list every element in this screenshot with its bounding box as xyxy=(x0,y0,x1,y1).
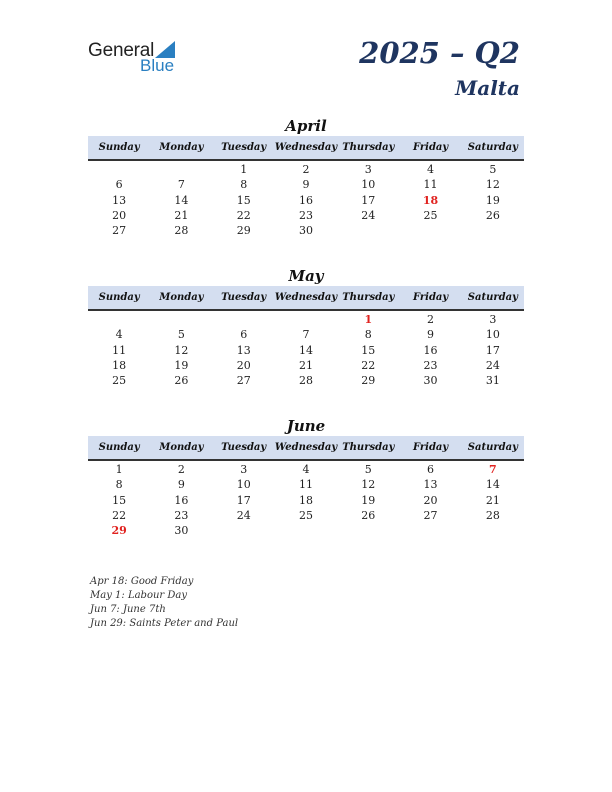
holiday-notes xyxy=(90,575,238,631)
weekday-header-saturday: Saturday xyxy=(467,442,518,453)
day-cell xyxy=(150,162,212,177)
day-cell xyxy=(337,523,399,538)
day-cell: 3 xyxy=(364,163,372,176)
day-cell: 8 xyxy=(240,178,248,192)
logo-blue-text: Blue xyxy=(140,56,175,75)
week-row xyxy=(88,493,524,508)
day-cell: 16 xyxy=(423,343,438,357)
day-cell: 6 xyxy=(115,178,123,192)
logo xyxy=(88,40,188,80)
day-cell: 23 xyxy=(423,358,438,372)
weekday-header-friday: Friday xyxy=(412,292,449,303)
weekday-header-saturday: Saturday xyxy=(467,292,518,303)
weekday-header-friday: Friday xyxy=(412,442,449,453)
day-cell: 13 xyxy=(236,343,251,357)
day-cell: 7 xyxy=(489,463,497,476)
weekday-header-tuesday: Tuesday xyxy=(221,442,267,453)
day-cell xyxy=(150,312,212,327)
day-cell: 28 xyxy=(174,224,189,238)
day-cell: 25 xyxy=(298,508,313,522)
day-cell: 18 xyxy=(298,493,313,507)
day-cell: 12 xyxy=(485,178,500,192)
day-cell: 21 xyxy=(174,208,189,222)
day-cell: 26 xyxy=(361,508,376,522)
day-cell: 8 xyxy=(364,328,372,342)
day-cell: 15 xyxy=(112,493,127,507)
day-cell xyxy=(88,162,150,177)
day-cell: 14 xyxy=(485,478,500,492)
day-cell: 10 xyxy=(361,178,376,192)
weekday-header-monday: Monday xyxy=(159,292,204,303)
weekday-header-monday: Monday xyxy=(159,142,204,153)
day-cell: 25 xyxy=(423,208,438,222)
week-row xyxy=(88,327,524,342)
day-cell: 3 xyxy=(240,463,248,476)
day-cell: 23 xyxy=(298,208,313,222)
day-cell: 22 xyxy=(112,508,127,522)
day-cell: 8 xyxy=(115,478,123,492)
day-cell: 27 xyxy=(423,508,438,522)
weekday-header-wednesday: Wednesday xyxy=(274,292,338,303)
day-cell: 1 xyxy=(115,463,123,476)
page-title: 2025 – Q2 xyxy=(359,36,520,70)
month-title: June xyxy=(286,417,326,435)
day-cell: 7 xyxy=(177,178,185,192)
weekday-header-wednesday: Wednesday xyxy=(274,442,338,453)
day-cell: 3 xyxy=(489,313,497,326)
page-subtitle: Malta xyxy=(455,76,520,100)
day-cell: 29 xyxy=(236,224,251,238)
holiday-note: Jun 7: June 7th xyxy=(90,604,166,615)
day-cell: 26 xyxy=(485,208,500,222)
day-cell: 19 xyxy=(174,358,189,372)
day-cell: 2 xyxy=(177,463,185,476)
day-cell: 19 xyxy=(361,493,376,507)
day-cell: 20 xyxy=(112,208,127,222)
weekday-header-saturday: Saturday xyxy=(467,142,518,153)
holiday-note: May 1: Labour Day xyxy=(90,590,187,601)
day-cell: 28 xyxy=(298,374,313,388)
day-cell: 13 xyxy=(423,478,438,492)
day-cell: 25 xyxy=(112,374,127,388)
day-cell: 30 xyxy=(423,374,438,388)
day-cell: 6 xyxy=(427,463,435,476)
weekday-header-sunday: Sunday xyxy=(98,292,140,303)
day-cell: 14 xyxy=(174,193,189,207)
weekday-header-friday: Friday xyxy=(412,142,449,153)
weekday-header-row xyxy=(88,136,524,161)
month-april xyxy=(88,116,524,238)
week-row xyxy=(88,312,524,327)
day-cell: 23 xyxy=(174,508,189,522)
day-cell: 13 xyxy=(112,193,127,207)
weekday-header-thursday: Thursday xyxy=(342,142,395,153)
day-cell: 22 xyxy=(236,208,251,222)
day-cell: 24 xyxy=(361,208,376,222)
month-title: April xyxy=(285,117,327,135)
day-cell: 27 xyxy=(236,374,251,388)
day-cell: 12 xyxy=(361,478,376,492)
day-cell: 19 xyxy=(485,193,500,207)
day-cell: 4 xyxy=(302,463,310,476)
week-row xyxy=(88,162,524,177)
day-cell: 14 xyxy=(298,343,313,357)
day-cell: 29 xyxy=(361,374,376,388)
week-row xyxy=(88,523,524,538)
day-cell: 18 xyxy=(422,193,439,207)
day-cell: 2 xyxy=(302,163,310,176)
weekday-header-row xyxy=(88,436,524,461)
day-cell xyxy=(275,312,337,327)
week-row xyxy=(88,177,524,192)
day-cell: 27 xyxy=(112,224,127,238)
day-cell: 21 xyxy=(485,493,500,507)
weekday-header-sunday: Sunday xyxy=(98,142,140,153)
weekday-header-tuesday: Tuesday xyxy=(221,142,267,153)
day-cell: 10 xyxy=(236,478,251,492)
day-cell: 5 xyxy=(364,463,372,476)
weekday-header-monday: Monday xyxy=(159,442,204,453)
holiday-note: Jun 29: Saints Peter and Paul xyxy=(90,618,239,629)
holiday-note: Apr 18: Good Friday xyxy=(90,576,194,587)
day-cell: 31 xyxy=(485,374,500,388)
day-cell: 16 xyxy=(174,493,189,507)
day-cell: 28 xyxy=(485,508,500,522)
weekday-header-row xyxy=(88,286,524,311)
day-cell: 6 xyxy=(240,328,248,342)
weekday-header-wednesday: Wednesday xyxy=(274,142,338,153)
day-cell: 11 xyxy=(112,343,127,357)
day-cell xyxy=(462,223,524,238)
week-row xyxy=(88,462,524,477)
week-row xyxy=(88,477,524,492)
day-cell: 21 xyxy=(298,358,313,372)
day-cell xyxy=(213,523,275,538)
day-cell: 5 xyxy=(489,163,497,176)
week-row xyxy=(88,208,524,223)
day-cell: 15 xyxy=(236,193,251,207)
weekday-header-thursday: Thursday xyxy=(342,292,395,303)
week-row xyxy=(88,358,524,373)
day-cell: 20 xyxy=(423,493,438,507)
day-cell: 22 xyxy=(361,358,376,372)
day-cell: 4 xyxy=(427,163,435,176)
weekday-header-tuesday: Tuesday xyxy=(221,292,267,303)
day-cell: 1 xyxy=(364,313,373,326)
day-cell: 29 xyxy=(111,524,127,538)
day-cell: 20 xyxy=(236,358,251,372)
day-cell: 1 xyxy=(240,163,248,176)
day-cell xyxy=(337,223,399,238)
day-cell xyxy=(88,312,150,327)
day-cell xyxy=(462,523,524,538)
week-row xyxy=(88,508,524,523)
day-cell: 26 xyxy=(174,374,189,388)
month-title: May xyxy=(288,267,324,285)
weekday-header-sunday: Sunday xyxy=(98,442,140,453)
month-may xyxy=(88,266,524,388)
day-cell: 15 xyxy=(361,343,376,357)
day-cell: 30 xyxy=(174,524,189,538)
day-cell: 9 xyxy=(302,178,310,192)
day-cell: 7 xyxy=(302,328,310,342)
day-cell: 11 xyxy=(423,178,438,192)
day-cell: 9 xyxy=(427,328,435,342)
week-row xyxy=(88,343,524,358)
day-cell: 17 xyxy=(236,493,251,507)
month-june xyxy=(88,416,524,538)
day-cell: 17 xyxy=(485,343,500,357)
day-cell: 16 xyxy=(298,193,313,207)
day-cell: 10 xyxy=(485,328,500,342)
day-cell: 24 xyxy=(485,358,500,372)
day-cell xyxy=(399,223,461,238)
day-cell: 5 xyxy=(177,328,185,342)
day-cell: 18 xyxy=(112,358,127,372)
day-cell xyxy=(275,523,337,538)
week-row xyxy=(88,223,524,238)
day-cell: 17 xyxy=(361,193,376,207)
week-row xyxy=(88,373,524,388)
day-cell: 2 xyxy=(427,313,435,326)
day-cell: 11 xyxy=(298,478,313,492)
day-cell: 12 xyxy=(174,343,189,357)
day-cell: 4 xyxy=(115,328,123,342)
day-cell: 24 xyxy=(236,508,251,522)
logo-general-text: General xyxy=(88,40,155,61)
weekday-header-thursday: Thursday xyxy=(342,442,395,453)
day-cell xyxy=(399,523,461,538)
day-cell xyxy=(213,312,275,327)
day-cell: 30 xyxy=(298,224,313,238)
week-row xyxy=(88,193,524,208)
day-cell: 9 xyxy=(177,478,185,492)
